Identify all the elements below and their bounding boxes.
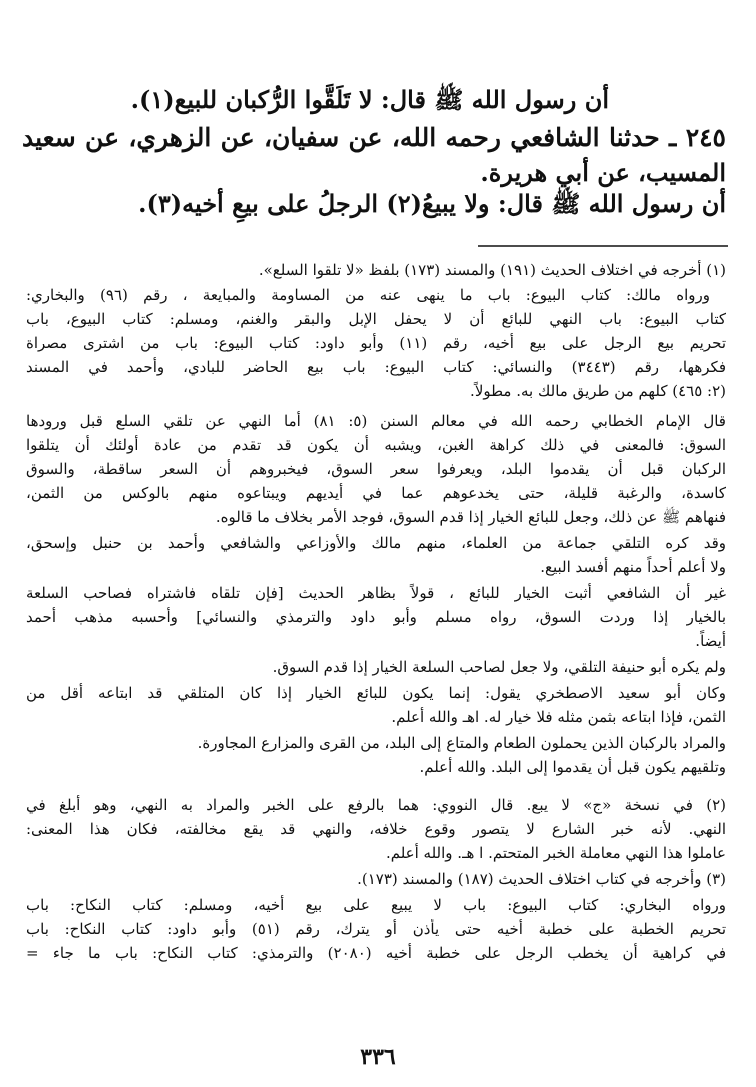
hadith-text-line: أن رسول الله ﷺ قال: ولا يبيعُ(٢) الرجلُ على بيعِ أخيه(٣).: [138, 189, 726, 218]
hadith-text-line: أن رسول الله ﷺ قال: لا تَلَقَّوا الرُّكبان للبيع(١).: [130, 85, 609, 114]
footnote-line: فكرهها، رقم (٣٤٤٣) والنسائي: كتاب البيوع: باب بيع الحاضر للبادي، وأحمد في المسند: [26, 358, 726, 376]
footnote-line: الركبان قبل أن يقدموا البلد، ويعرفوا سعر السوق، فيخبروهم أن السعر ساقطة، والسوق: [26, 460, 726, 478]
footnote-line: كتاب البيوع: باب النهي للبائع أن لا يحفل الإبل والبقر والغنم، ومسلم: كتاب البيوع، باب: [26, 310, 726, 328]
footnote-line: وكان أبو سعيد الاصطخري يقول: إنما يكون للبائع الخيار إذا كان المتلقي قد ابتاعه أقل من: [26, 684, 726, 702]
footnote-line: تحريم بيع الرجل على بيع أخيه، رقم (١١) وأبو داود: كتاب البيوع: باب من اشترى مصراة: [26, 334, 726, 352]
footnote-line: وتلقيهم يكون قبل أن يقدموا إلى البلد. والله أعلم.: [419, 758, 726, 776]
footnote-line: في كراهية أن يخطب الرجل على خطبة أخيه (٢٠٨٠) والترمذي: كتاب النكاح: باب ما جاء =: [26, 944, 726, 962]
footnote-line: كاسدة، والرغبة قليلة، حتى يخدعوهم عما في أيديهم ويبتاعوه منهم بالوكس من الثمن،: [26, 484, 726, 502]
footnote-line: النهي. لأنه خبر الشارع لا يتصور وقوع خلافه، والنهي قد يقع مخالفته، فكان هذا المعنى:: [26, 820, 726, 838]
hadith-isnad-line: المسيب، عن أبي هريرة.: [480, 158, 726, 187]
footnote-line: والمراد بالركبان الذين يحملون الطعام والمتاع إلى البلد، من القرى والمزارع المجاورة.: [197, 734, 726, 752]
hadith-isnad-line: ٢٤٥ ـ حدثنا الشافعي رحمه الله، عن سفيان، عن الزهري، عن سعيد: [22, 123, 726, 152]
page-number: ٣٣٦: [360, 1044, 396, 1070]
footnote-line: ورواه مالك: كتاب البيوع: باب ما ينهى عنه من المساومة والمبايعة ، رقم (٩٦) والبخاري:: [26, 286, 710, 304]
footnote-line: تحريم الخطبة على خطبة أخيه حتى يأذن أو يترك، رقم (٥١) وأبو داود: كتاب النكاح: باب: [26, 920, 726, 938]
footnote-line: قال الإمام الخطابي رحمه الله في معالم السنن (٥: ٨١) أما النهي عن تلقي السلع قبل ورودها: [26, 412, 726, 430]
footnote-line: أيضاً.: [695, 632, 726, 650]
footnote-line: ورواه البخاري: كتاب البيوع: باب لا يبيع على بيع أخيه، ومسلم: كتاب النكاح: باب: [26, 896, 726, 914]
footnote-line: (٢: ٤٦٥) كلهم من طريق مالك به. مطولاً.: [470, 382, 726, 400]
footnote-line: (٢) في نسخة «ج» لا يبع. قال النووي: هما بالرفع على الخبر والمراد به النهي، وهو أبلغ في: [26, 796, 726, 814]
footnote-line: غير أن الشافعي أثبت الخيار للبائع ، قولاً بظاهر الحديث [فإن تلقاه فاشتراه فصاحب السلعة: [26, 584, 726, 602]
footnote-line: وقد كره التلقي جماعة من العلماء، منهم مالك والأوزاعي والشافعي وأحمد بن حنبل وإسحق،: [26, 534, 726, 552]
footnote-line: عاملوا هذا النهي معاملة الخبر المتحتم. ا هـ. والله أعلم.: [385, 844, 726, 862]
footnote-line: ولم يكره أبو حنيفة التلقي، ولا جعل لصاحب السلعة الخيار إذا قدم السوق.: [272, 658, 726, 676]
footnote-line: فنهاهم ﷺ عن ذلك، وجعل للبائع الخيار إذا قدم السوق، فوجد الأمر بخلاف ما قالوه.: [215, 508, 726, 526]
footnote-line: الثمن، فإذا ابتاعه بثمن مثله فلا خيار له. اهـ والله أعلم.: [391, 708, 726, 726]
footnote-separator: [0, 244, 756, 248]
footnote-line: السوق: فالمعنى في ذلك كراهة الغبن، ويشبه أن يكون قد تقدم من عادة أولئك أن يتلقوا: [26, 436, 726, 454]
footnote-line: (٣) وأخرجه في كتاب اختلاف الحديث (١٨٧) والمسند (١٧٣).: [357, 870, 726, 888]
footnote-line: (١) أخرجه في اختلاف الحديث (١٩١) والمسند (١٧٣) بلفظ «لا تلقوا السلع».: [258, 261, 726, 279]
footnote-line: ولا أعلم أحداً منهم أفسد البيع.: [540, 558, 726, 576]
footnote-line: بالخيار إذا وردت السوق، رواه مسلم وأبو داود والترمذي والنسائي] وأحسبه مذهب أحمد: [26, 608, 726, 626]
